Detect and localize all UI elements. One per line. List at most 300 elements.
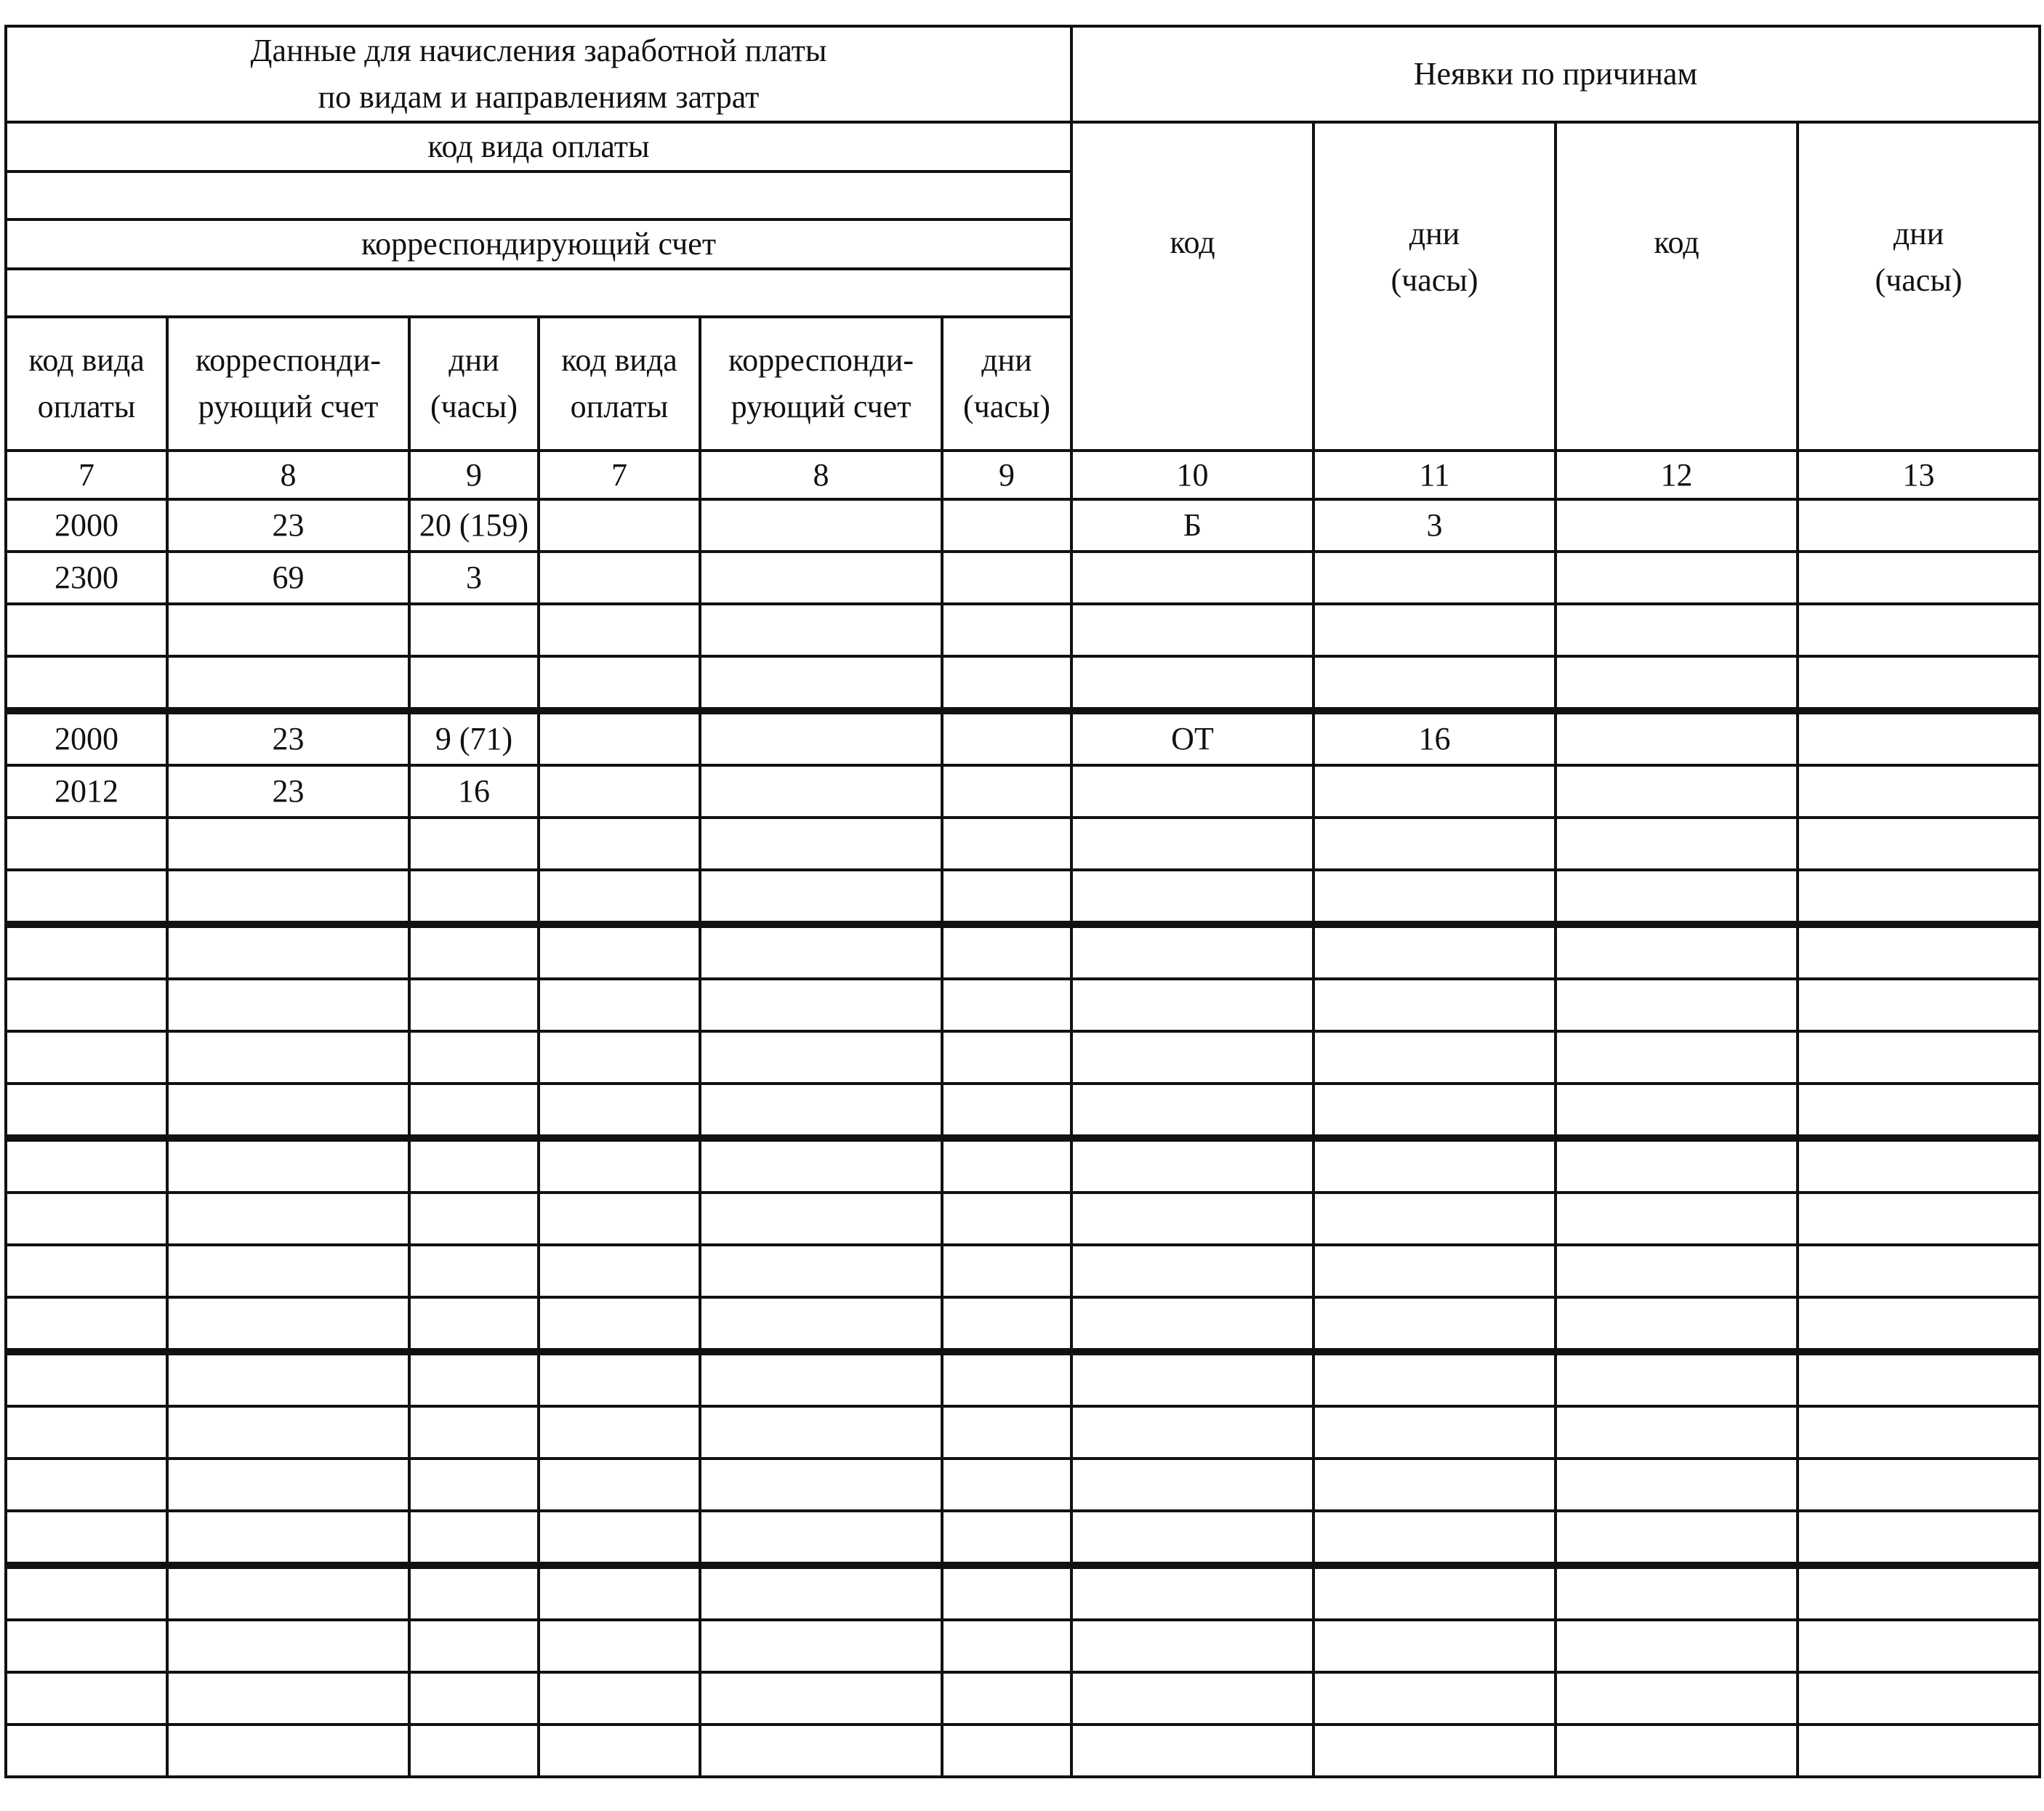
table-cell <box>1313 1459 1556 1511</box>
table-cell <box>700 818 942 870</box>
table-cell <box>1071 1297 1313 1352</box>
column-number: 13 <box>1798 451 2040 500</box>
table-row <box>6 604 2040 656</box>
table-cell <box>167 1672 409 1725</box>
table-cell <box>1798 870 2040 924</box>
table-cell <box>167 1352 409 1406</box>
table-cell <box>539 499 700 552</box>
table-cell <box>1071 924 1313 979</box>
table-cell <box>1556 1620 1798 1672</box>
table-cell <box>1313 1031 1556 1084</box>
table-cell <box>409 656 539 711</box>
table-cell <box>1798 552 2040 604</box>
table-row <box>6 1245 2040 1297</box>
table-cell <box>167 1084 409 1138</box>
table-cell <box>539 1565 700 1620</box>
table-cell <box>1313 1138 1556 1193</box>
table-cell <box>942 1297 1071 1352</box>
reason-header-1 <box>1071 122 1313 451</box>
reason-header-1-label: код <box>1170 224 1215 260</box>
table-cell <box>1071 1245 1313 1297</box>
table-cell <box>1798 1193 2040 1245</box>
table-row <box>6 765 2040 818</box>
table-cell: Б <box>1071 499 1313 552</box>
table-cell <box>1313 1565 1556 1620</box>
table-cell <box>539 1725 700 1777</box>
table-cell <box>700 924 942 979</box>
payroll-data-header <box>6 26 1071 122</box>
table-cell <box>1798 604 2040 656</box>
table-cell <box>167 870 409 924</box>
table-cell <box>942 656 1071 711</box>
table-cell <box>1071 604 1313 656</box>
table-cell <box>1313 1193 1556 1245</box>
table-cell <box>700 870 942 924</box>
table-cell <box>1071 1193 1313 1245</box>
table-cell <box>6 1565 167 1620</box>
table-cell: 2000 <box>6 499 167 552</box>
table-cell <box>167 1620 409 1672</box>
table-row <box>6 552 2040 604</box>
table-cell <box>409 924 539 979</box>
table-cell <box>1798 1352 2040 1406</box>
table-cell <box>409 1672 539 1725</box>
table-row <box>6 711 2040 765</box>
reason-header-2-line2: (часы) <box>1391 262 1478 298</box>
table-cell <box>942 924 1071 979</box>
column-number: 9 <box>409 451 539 500</box>
table-cell <box>700 1193 942 1245</box>
table-row <box>6 499 2040 552</box>
table-cell <box>942 818 1071 870</box>
table-cell <box>1556 656 1798 711</box>
table-cell <box>1313 979 1556 1031</box>
table-cell <box>1556 1193 1798 1245</box>
table-row <box>6 1031 2040 1084</box>
table-cell: 2012 <box>6 765 167 818</box>
table-cell <box>167 656 409 711</box>
table-row <box>6 1138 2040 1193</box>
table-cell <box>1556 1031 1798 1084</box>
table-cell <box>167 1406 409 1459</box>
subheader-line: оплаты <box>37 388 136 424</box>
table-cell <box>539 1352 700 1406</box>
table-cell: 2300 <box>6 552 167 604</box>
table-cell <box>1071 1565 1313 1620</box>
table-row <box>6 1672 2040 1725</box>
table-cell <box>6 1352 167 1406</box>
table-cell <box>6 1620 167 1672</box>
table-cell <box>409 1193 539 1245</box>
table-cell <box>1071 1725 1313 1777</box>
table-cell <box>942 552 1071 604</box>
table-cell <box>6 979 167 1031</box>
table-cell <box>1313 1297 1556 1352</box>
table-cell <box>539 1620 700 1672</box>
table-cell <box>167 1245 409 1297</box>
table-cell <box>1556 499 1798 552</box>
table-cell <box>167 1193 409 1245</box>
table-cell <box>167 979 409 1031</box>
table-cell <box>942 765 1071 818</box>
table-cell <box>1313 1672 1556 1725</box>
table-cell <box>1071 1352 1313 1406</box>
table-cell <box>539 1297 700 1352</box>
subheader-line: код вида <box>561 342 677 378</box>
table-cell <box>942 1511 1071 1565</box>
table-cell: 2000 <box>6 711 167 765</box>
table-cell <box>1071 1031 1313 1084</box>
column-numbers-row <box>6 451 2040 500</box>
table-cell <box>1556 1297 1798 1352</box>
table-cell <box>539 711 700 765</box>
table-row <box>6 656 2040 711</box>
table-cell <box>700 1406 942 1459</box>
table-cell <box>167 1138 409 1193</box>
table-cell <box>1313 1245 1556 1297</box>
table-cell <box>1313 1511 1556 1565</box>
subheader-pay-code-1 <box>6 317 167 451</box>
table-cell <box>1798 1672 2040 1725</box>
table-cell <box>1556 711 1798 765</box>
table-cell <box>1313 1084 1556 1138</box>
table-cell <box>700 604 942 656</box>
table-cell <box>1313 1725 1556 1777</box>
table-cell <box>1071 1084 1313 1138</box>
table-cell <box>700 1138 942 1193</box>
subheader-line: корреспонди- <box>196 342 381 378</box>
subheader-line: дни <box>448 342 499 378</box>
table-cell <box>539 1245 700 1297</box>
reason-header-2 <box>1313 122 1556 451</box>
table-cell <box>942 1193 1071 1245</box>
table-cell <box>942 711 1071 765</box>
table-cell <box>1071 979 1313 1031</box>
table-cell <box>6 1406 167 1459</box>
column-number: 8 <box>700 451 942 500</box>
table-cell <box>700 1725 942 1777</box>
subheader-line: оплаты <box>570 388 669 424</box>
table-cell <box>167 604 409 656</box>
table-cell <box>539 656 700 711</box>
absence-reasons-title: Неявки по причинам <box>1413 56 1698 92</box>
table-row <box>6 1459 2040 1511</box>
table-cell <box>1071 1672 1313 1725</box>
table-cell <box>6 1031 167 1084</box>
table-cell <box>1313 604 1556 656</box>
subheader-days-1 <box>409 317 539 451</box>
subheader-line: рующий счет <box>731 388 912 424</box>
table-row <box>6 1565 2040 1620</box>
reason-header-3 <box>1556 122 1798 451</box>
table-cell <box>1313 552 1556 604</box>
table-cell: 23 <box>167 711 409 765</box>
subheader-account-2 <box>700 317 942 451</box>
table-cell <box>700 1084 942 1138</box>
table-cell <box>539 765 700 818</box>
subheader-line: корреспонди- <box>728 342 914 378</box>
table-cell <box>6 818 167 870</box>
table-cell <box>1071 1138 1313 1193</box>
table-cell <box>1071 1406 1313 1459</box>
timesheet-table <box>4 25 2041 1778</box>
table-cell <box>167 924 409 979</box>
table-cell <box>1313 870 1556 924</box>
table-cell <box>6 1459 167 1511</box>
subheader-line: код вида <box>28 342 145 378</box>
subheader-line: дни <box>981 342 1032 378</box>
table-cell <box>409 1352 539 1406</box>
table-cell <box>409 1084 539 1138</box>
table-cell <box>1556 870 1798 924</box>
table-cell: ОТ <box>1071 711 1313 765</box>
table-cell <box>1313 765 1556 818</box>
table-cell: 16 <box>1313 711 1556 765</box>
table-cell <box>1798 1725 2040 1777</box>
table-cell <box>167 1297 409 1352</box>
subheader-account-1 <box>167 317 409 451</box>
table-cell <box>167 1511 409 1565</box>
table-row <box>6 1511 2040 1565</box>
table-cell <box>409 1031 539 1084</box>
table-cell <box>942 1245 1071 1297</box>
table-cell <box>6 924 167 979</box>
column-number: 10 <box>1071 451 1313 500</box>
table-cell <box>6 1138 167 1193</box>
reason-header-4-line2: (часы) <box>1875 262 1963 298</box>
table-cell <box>700 979 942 1031</box>
table-cell <box>539 1138 700 1193</box>
table-cell <box>1798 1459 2040 1511</box>
table-cell <box>1798 1511 2040 1565</box>
table-cell <box>1798 499 2040 552</box>
table-row <box>6 818 2040 870</box>
table-cell <box>700 1511 942 1565</box>
table-cell <box>1313 1352 1556 1406</box>
table-cell <box>167 1565 409 1620</box>
table-cell <box>1798 1565 2040 1620</box>
table-cell <box>942 1352 1071 1406</box>
table-cell <box>1556 604 1798 656</box>
table-cell <box>539 979 700 1031</box>
table-cell <box>409 1725 539 1777</box>
column-number: 11 <box>1313 451 1556 500</box>
table-cell <box>1071 1459 1313 1511</box>
table-cell <box>409 1138 539 1193</box>
table-cell <box>700 656 942 711</box>
table-cell <box>167 818 409 870</box>
table-cell <box>1556 979 1798 1031</box>
table-cell: 16 <box>409 765 539 818</box>
table-cell <box>1313 924 1556 979</box>
table-cell <box>942 1031 1071 1084</box>
table-cell <box>1556 765 1798 818</box>
table-row <box>6 924 2040 979</box>
table-cell <box>1798 1406 2040 1459</box>
table-cell <box>409 604 539 656</box>
table-cell <box>1798 924 2040 979</box>
table-cell <box>539 604 700 656</box>
reason-header-3-label: код <box>1654 224 1699 260</box>
table-cell <box>539 924 700 979</box>
table-cell <box>1313 656 1556 711</box>
table-cell <box>942 1459 1071 1511</box>
table-cell <box>1798 1084 2040 1138</box>
table-cell <box>942 1084 1071 1138</box>
corresponding-account-header: корреспондирующий счет <box>6 219 1071 269</box>
table-cell <box>942 1620 1071 1672</box>
table-row <box>6 1084 2040 1138</box>
table-cell <box>700 1297 942 1352</box>
table-cell <box>6 656 167 711</box>
table-cell <box>167 1459 409 1511</box>
table-row <box>6 1352 2040 1406</box>
table-cell <box>409 870 539 924</box>
table-cell <box>539 1406 700 1459</box>
table-cell <box>1556 1511 1798 1565</box>
table-cell <box>539 1193 700 1245</box>
table-cell <box>409 1620 539 1672</box>
table-cell <box>1071 1511 1313 1565</box>
table-cell <box>700 1031 942 1084</box>
table-cell <box>1313 1620 1556 1672</box>
table-row <box>6 870 2040 924</box>
table-cell <box>539 1084 700 1138</box>
table-cell <box>1071 765 1313 818</box>
table-cell <box>1798 711 2040 765</box>
table-cell: 23 <box>167 765 409 818</box>
table-cell <box>539 552 700 604</box>
subheader-line: (часы) <box>430 388 518 424</box>
table-cell <box>409 1406 539 1459</box>
payment-type-code-value <box>6 172 1071 219</box>
table-cell <box>700 1620 942 1672</box>
table-cell <box>409 1565 539 1620</box>
table-cell <box>700 1459 942 1511</box>
table-cell <box>1798 765 2040 818</box>
table-cell <box>1798 1031 2040 1084</box>
table-cell <box>6 1245 167 1297</box>
payment-type-code-header: код вида оплаты <box>6 122 1071 172</box>
table-row <box>6 1725 2040 1777</box>
table-cell <box>942 1725 1071 1777</box>
reason-header-4-line1: дни <box>1893 216 1944 251</box>
table-cell <box>1798 656 2040 711</box>
column-number: 12 <box>1556 451 1798 500</box>
table-cell <box>1556 1245 1798 1297</box>
corresponding-account-value <box>6 269 1071 317</box>
table-cell <box>942 1406 1071 1459</box>
table-cell <box>539 870 700 924</box>
table-cell <box>6 1297 167 1352</box>
table-cell <box>1071 656 1313 711</box>
table-cell <box>942 870 1071 924</box>
table-cell <box>409 1297 539 1352</box>
table-cell <box>6 1193 167 1245</box>
table-cell <box>700 1245 942 1297</box>
table-cell <box>539 1672 700 1725</box>
table-cell: 23 <box>167 499 409 552</box>
table-cell <box>942 499 1071 552</box>
table-cell <box>1556 1459 1798 1511</box>
table-row <box>6 1297 2040 1352</box>
subheader-line: рующий счет <box>198 388 379 424</box>
table-cell <box>1556 552 1798 604</box>
subheader-pay-code-2 <box>539 317 700 451</box>
table-cell <box>942 979 1071 1031</box>
table-cell <box>1556 1352 1798 1406</box>
table-cell <box>700 711 942 765</box>
table-cell <box>1556 1138 1798 1193</box>
table-cell <box>942 1672 1071 1725</box>
table-cell <box>1556 1084 1798 1138</box>
table-row <box>6 1620 2040 1672</box>
table-cell: 9 (71) <box>409 711 539 765</box>
table-cell <box>1556 1725 1798 1777</box>
table-cell <box>167 1031 409 1084</box>
column-number: 9 <box>942 451 1071 500</box>
table-cell <box>6 1511 167 1565</box>
table-cell <box>6 1084 167 1138</box>
table-cell: 3 <box>409 552 539 604</box>
table-cell <box>1071 552 1313 604</box>
table-cell <box>6 1672 167 1725</box>
subheader-line: (часы) <box>962 388 1051 424</box>
table-cell <box>942 604 1071 656</box>
table-cell <box>409 818 539 870</box>
table-cell <box>1798 1620 2040 1672</box>
table-cell <box>409 1245 539 1297</box>
table-cell <box>1798 1245 2040 1297</box>
table-cell <box>409 1459 539 1511</box>
table-cell <box>539 1511 700 1565</box>
table-cell <box>1556 818 1798 870</box>
table-cell <box>700 499 942 552</box>
table-cell <box>700 552 942 604</box>
table-cell <box>1798 1297 2040 1352</box>
table-cell <box>1798 1138 2040 1193</box>
table-row <box>6 1193 2040 1245</box>
table-row <box>6 979 2040 1031</box>
table-cell <box>1798 979 2040 1031</box>
table-cell <box>167 1725 409 1777</box>
absence-reasons-header <box>1071 26 2040 122</box>
column-number: 7 <box>539 451 700 500</box>
table-cell <box>942 1565 1071 1620</box>
table-cell <box>539 818 700 870</box>
table-cell <box>409 979 539 1031</box>
table-cell <box>700 1565 942 1620</box>
table-cell <box>700 765 942 818</box>
column-number: 7 <box>6 451 167 500</box>
table-cell <box>1556 1565 1798 1620</box>
table-cell <box>1556 924 1798 979</box>
table-cell <box>700 1672 942 1725</box>
subheader-days-2 <box>942 317 1071 451</box>
payroll-data-header-line2: по видам и направлениям затрат <box>318 79 760 115</box>
table-cell <box>1556 1672 1798 1725</box>
table-cell <box>942 1138 1071 1193</box>
table-cell <box>6 870 167 924</box>
table-cell <box>1071 870 1313 924</box>
reason-header-2-line1: дни <box>1409 216 1460 251</box>
table-cell <box>6 604 167 656</box>
table-cell <box>1556 1406 1798 1459</box>
table-cell <box>700 1352 942 1406</box>
table-cell <box>1798 818 2040 870</box>
table-row <box>6 1406 2040 1459</box>
table-cell <box>1313 1406 1556 1459</box>
